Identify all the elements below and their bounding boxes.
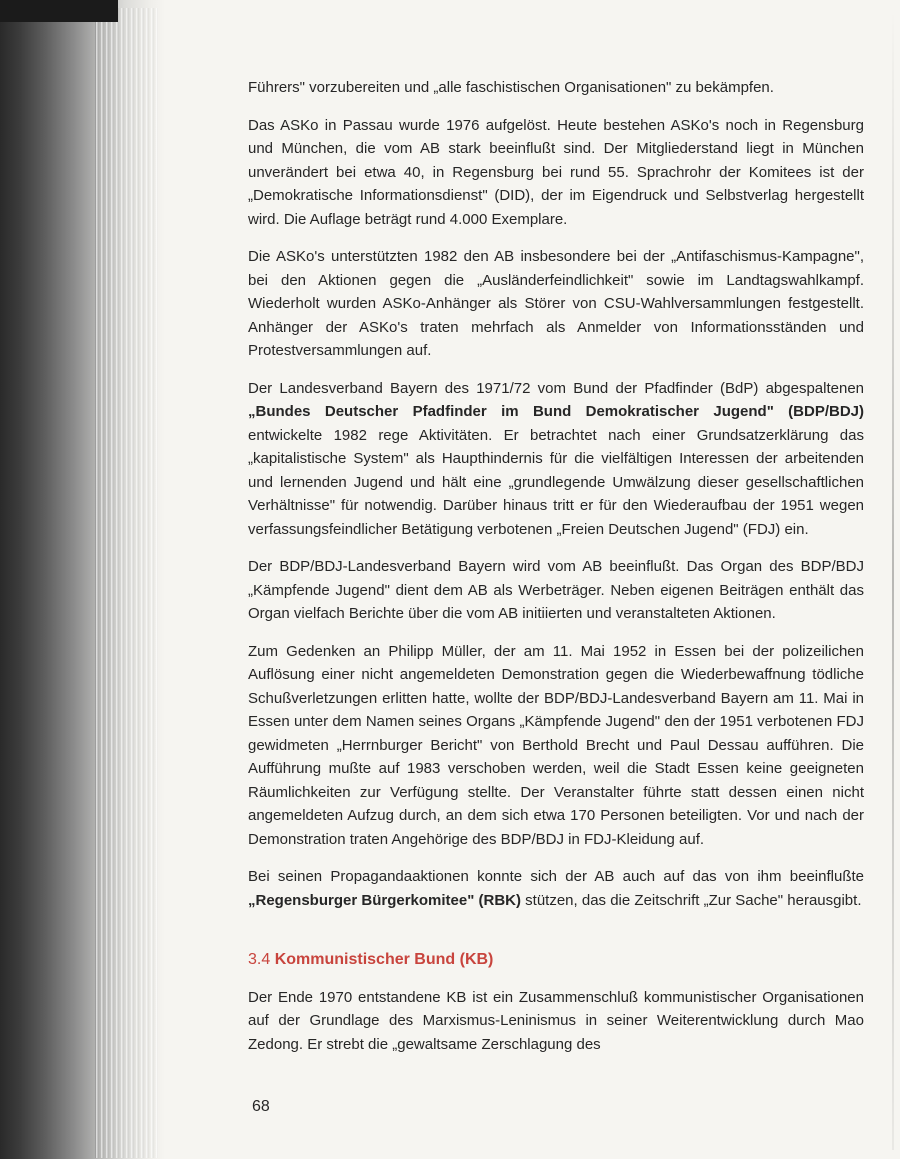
paragraph-4 <box>248 377 864 542</box>
paragraph-2: Das ASKo in Passau wurde 1976 aufgelöst. Heute bestehen ASKo's noch in Regensburg und München, die vom AB stark beeinflußt sind. Der Mitgliederstand liegt in München unverändert bei etwa 40, in Regensburg bei rund 55. Sprachrohr der Komitees ist der „Demokratische Informationsdienst" (DID), der im Eigendruck und Selbstverlag hergestellt wird. Die Auflage beträgt rund 4.000 Exemplare. <box>248 116 864 228</box>
paragraph-5: Der BDP/BDJ-Landesverband Bayern wird vom AB beeinflußt. Das Organ des BDP/BDJ „Kämpfende Jugend" dient dem AB als Werbeträger. Neben eigenen Beiträgen enthält das Organ vielfach Berichte über die vom AB initiierten und veranstalteten Aktionen. <box>248 558 864 622</box>
paragraph-6: Zum Gedenken an Philipp Müller, der am 11. Mai 1952 in Essen bei der polizeilichen Auflösung einer nicht angemeldeten Demonstration gegen die Wiederbewaffnung tödliche Schußverletzungen erlitten hatte, wollte der BDP/BDJ-Landesverband Bayern am 11. Mai in Essen unter dem Namen seines Organs „Kämpfende Jugend" den der 1951 verbotenen FDJ gewidmeten „Herrnburger Bericht" von Berthold Brecht und Paul Dessau aufführen. Die Aufführung mußte auf 1983 verschoben werden, weil die Stadt Essen keine geeigneten Räumlichkeiten zur Verfügung stellte. Der Veranstalter führte statt dessen einen nicht angemeldeten Aufzug durch, an dem sich etwa 170 Personen beteiligten. Vor und nach der Demonstration traten Angehörige des BDP/BDJ in FDJ-Kleidung auf. <box>248 642 864 848</box>
page-number: 68 <box>252 1098 270 1115</box>
paragraph-7-text-c: stützen, das die Zeitschrift „Zur Sache" herausgibt. <box>521 891 862 909</box>
paragraph-7 <box>248 865 864 912</box>
section-heading <box>248 948 864 972</box>
paragraph-8: Der Ende 1970 entstandene KB ist ein Zusammenschluß kommunistischer Organisationen auf der Grundlage des Marxismus-Leninismus in seiner Weiterentwicklung durch Mao Zedong. Er strebt die „gewaltsame Zerschlagung des <box>248 988 864 1053</box>
paragraph-4-text-a: Der Landesverband Bayern des 1971/72 vom Bund der Pfadfinder (BdP) abgespaltenen <box>248 379 864 397</box>
paragraph-4-text-c: entwickelte 1982 rege Aktivitäten. Er betrachtet nach einer Grundsatzerklärung das „kapitalistische System" als Haupthindernis für die vielfältigen Interessen der arbeitenden und lernenden Jugend und hält eine „grundlegende Umwälzung dieser gesellschaftlichen Verhältnisse" für notwendig. Darüber hinaus tritt er für den Wiederaufbau der 1951 wegen verfassungsfeindlicher Betätigung verbotenen „Freien Deutschen Jugend" (FDJ) ein. <box>248 426 864 538</box>
right-margin-shadow <box>892 10 894 1150</box>
paragraph-3: Die ASKo's unterstützten 1982 den AB insbesondere bei der „Antifaschismus-Kampagne", bei den Aktionen gegen die „Ausländerfeindlichkeit" sowie im Landtagswahlkampf. Wiederholt wurden ASKo-Anhänger als Störer von CSU-Wahlversammlungen festgestellt. Anhänger der ASKo's traten mehrfach als Anmelder von Informationsständen und Protestversammlungen auf. <box>248 248 864 359</box>
scan-shadow <box>0 0 118 22</box>
page-body <box>248 76 864 1070</box>
section-title: Kommunistischer Bund (KB) <box>274 951 494 968</box>
rbk-organisation-name: „Regensburger Bürgerkomitee" (RBK) <box>248 891 521 909</box>
stacked-page-edges <box>95 8 158 1158</box>
bdp-bdj-organisation-name: „Bundes Deutscher Pfadfinder im Bund Demokratischer Jugend" (BDP/BDJ) <box>248 403 864 420</box>
paragraph-1: Führers" vorzubereiten und „alle faschistischen Organisationen" zu bekämpfen. <box>248 79 774 96</box>
section-number: 3.4 <box>248 951 271 968</box>
paragraph-7-text-a: Bei seinen Propagandaaktionen konnte sich der AB auch auf das von ihm beeinflußte <box>248 868 864 885</box>
